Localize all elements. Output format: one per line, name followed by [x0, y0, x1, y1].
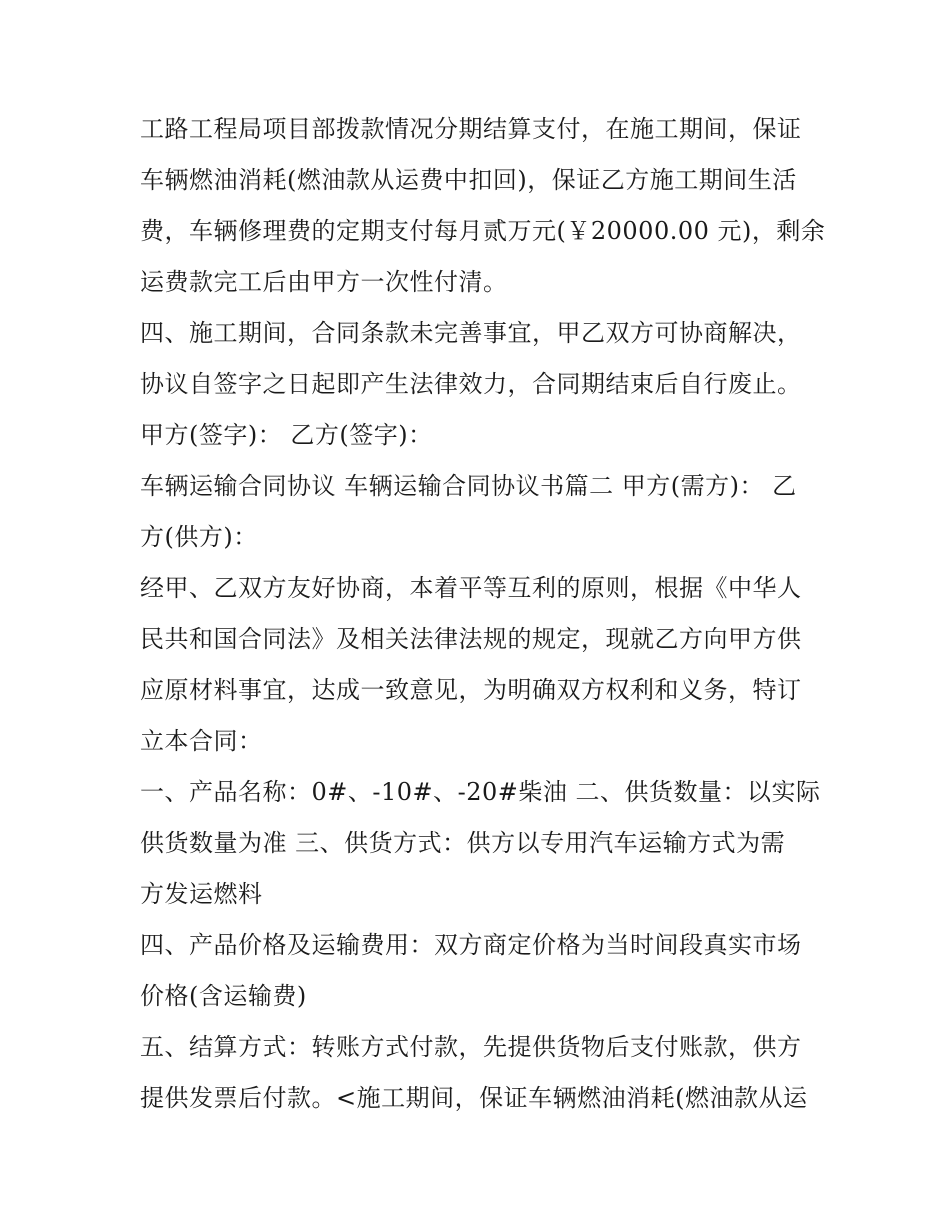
text-line: 协议自签字之日起即产生法律效力，合同期结束后自行废止。 [140, 370, 802, 398]
text-line: 四、施工期间，合同条款未完善事宜，甲乙双方可协商解决， [140, 319, 802, 347]
text-line: 供货数量为准 三、供货方式：供方以专用汽车运输方式为需 [140, 829, 786, 857]
text-line: 运费款完工后由甲方一次性付清。 [140, 268, 508, 296]
text-line: 方(供方)： [140, 523, 258, 551]
text-line: 方发运燃料 [140, 880, 263, 908]
document-body [140, 104, 826, 1124]
signature-line: 甲方(签字)： 乙方(签字)： [140, 421, 433, 449]
text-line: 工路工程局项目部拨款情况分期结算支付，在施工期间，保证 [140, 115, 802, 143]
text-line: 五、结算方式：转账方式付款，先提供货物后支付账款，供方 [140, 1033, 802, 1061]
text-line: 立本合同： [140, 727, 263, 755]
text-line: 经甲、乙双方友好协商，本着平等互利的原则，根据《中华人 [140, 574, 802, 602]
text-line: 费，车辆修理费的定期支付每月贰万元(￥20000.00 元)，剩余 [140, 217, 826, 245]
text-line: 一、产品名称：0#、-10#、-20#柴油 二、供货数量：以实际 [140, 778, 821, 806]
text-line: 四、产品价格及运输费用：双方商定价格为当时间段真实市场 [140, 931, 802, 959]
text-line: 民共和国合同法》及相关法律法规的规定，现就乙方向甲方供 [140, 625, 802, 653]
text-line: 车辆燃油消耗(燃油款从运费中扣回)，保证乙方施工期间生活 [140, 166, 797, 194]
text-line: 应原材料事宜，达成一致意见，为明确双方权利和义务，特订 [140, 676, 802, 704]
text-line: 价格(含运输费) [140, 982, 307, 1010]
text-line: 提供发票后付款。<施工期间，保证车辆燃油消耗(燃油款从运 [140, 1084, 808, 1112]
text-line: 车辆运输合同协议 车辆运输合同协议书篇二 甲方(需方)： 乙 [140, 472, 797, 500]
